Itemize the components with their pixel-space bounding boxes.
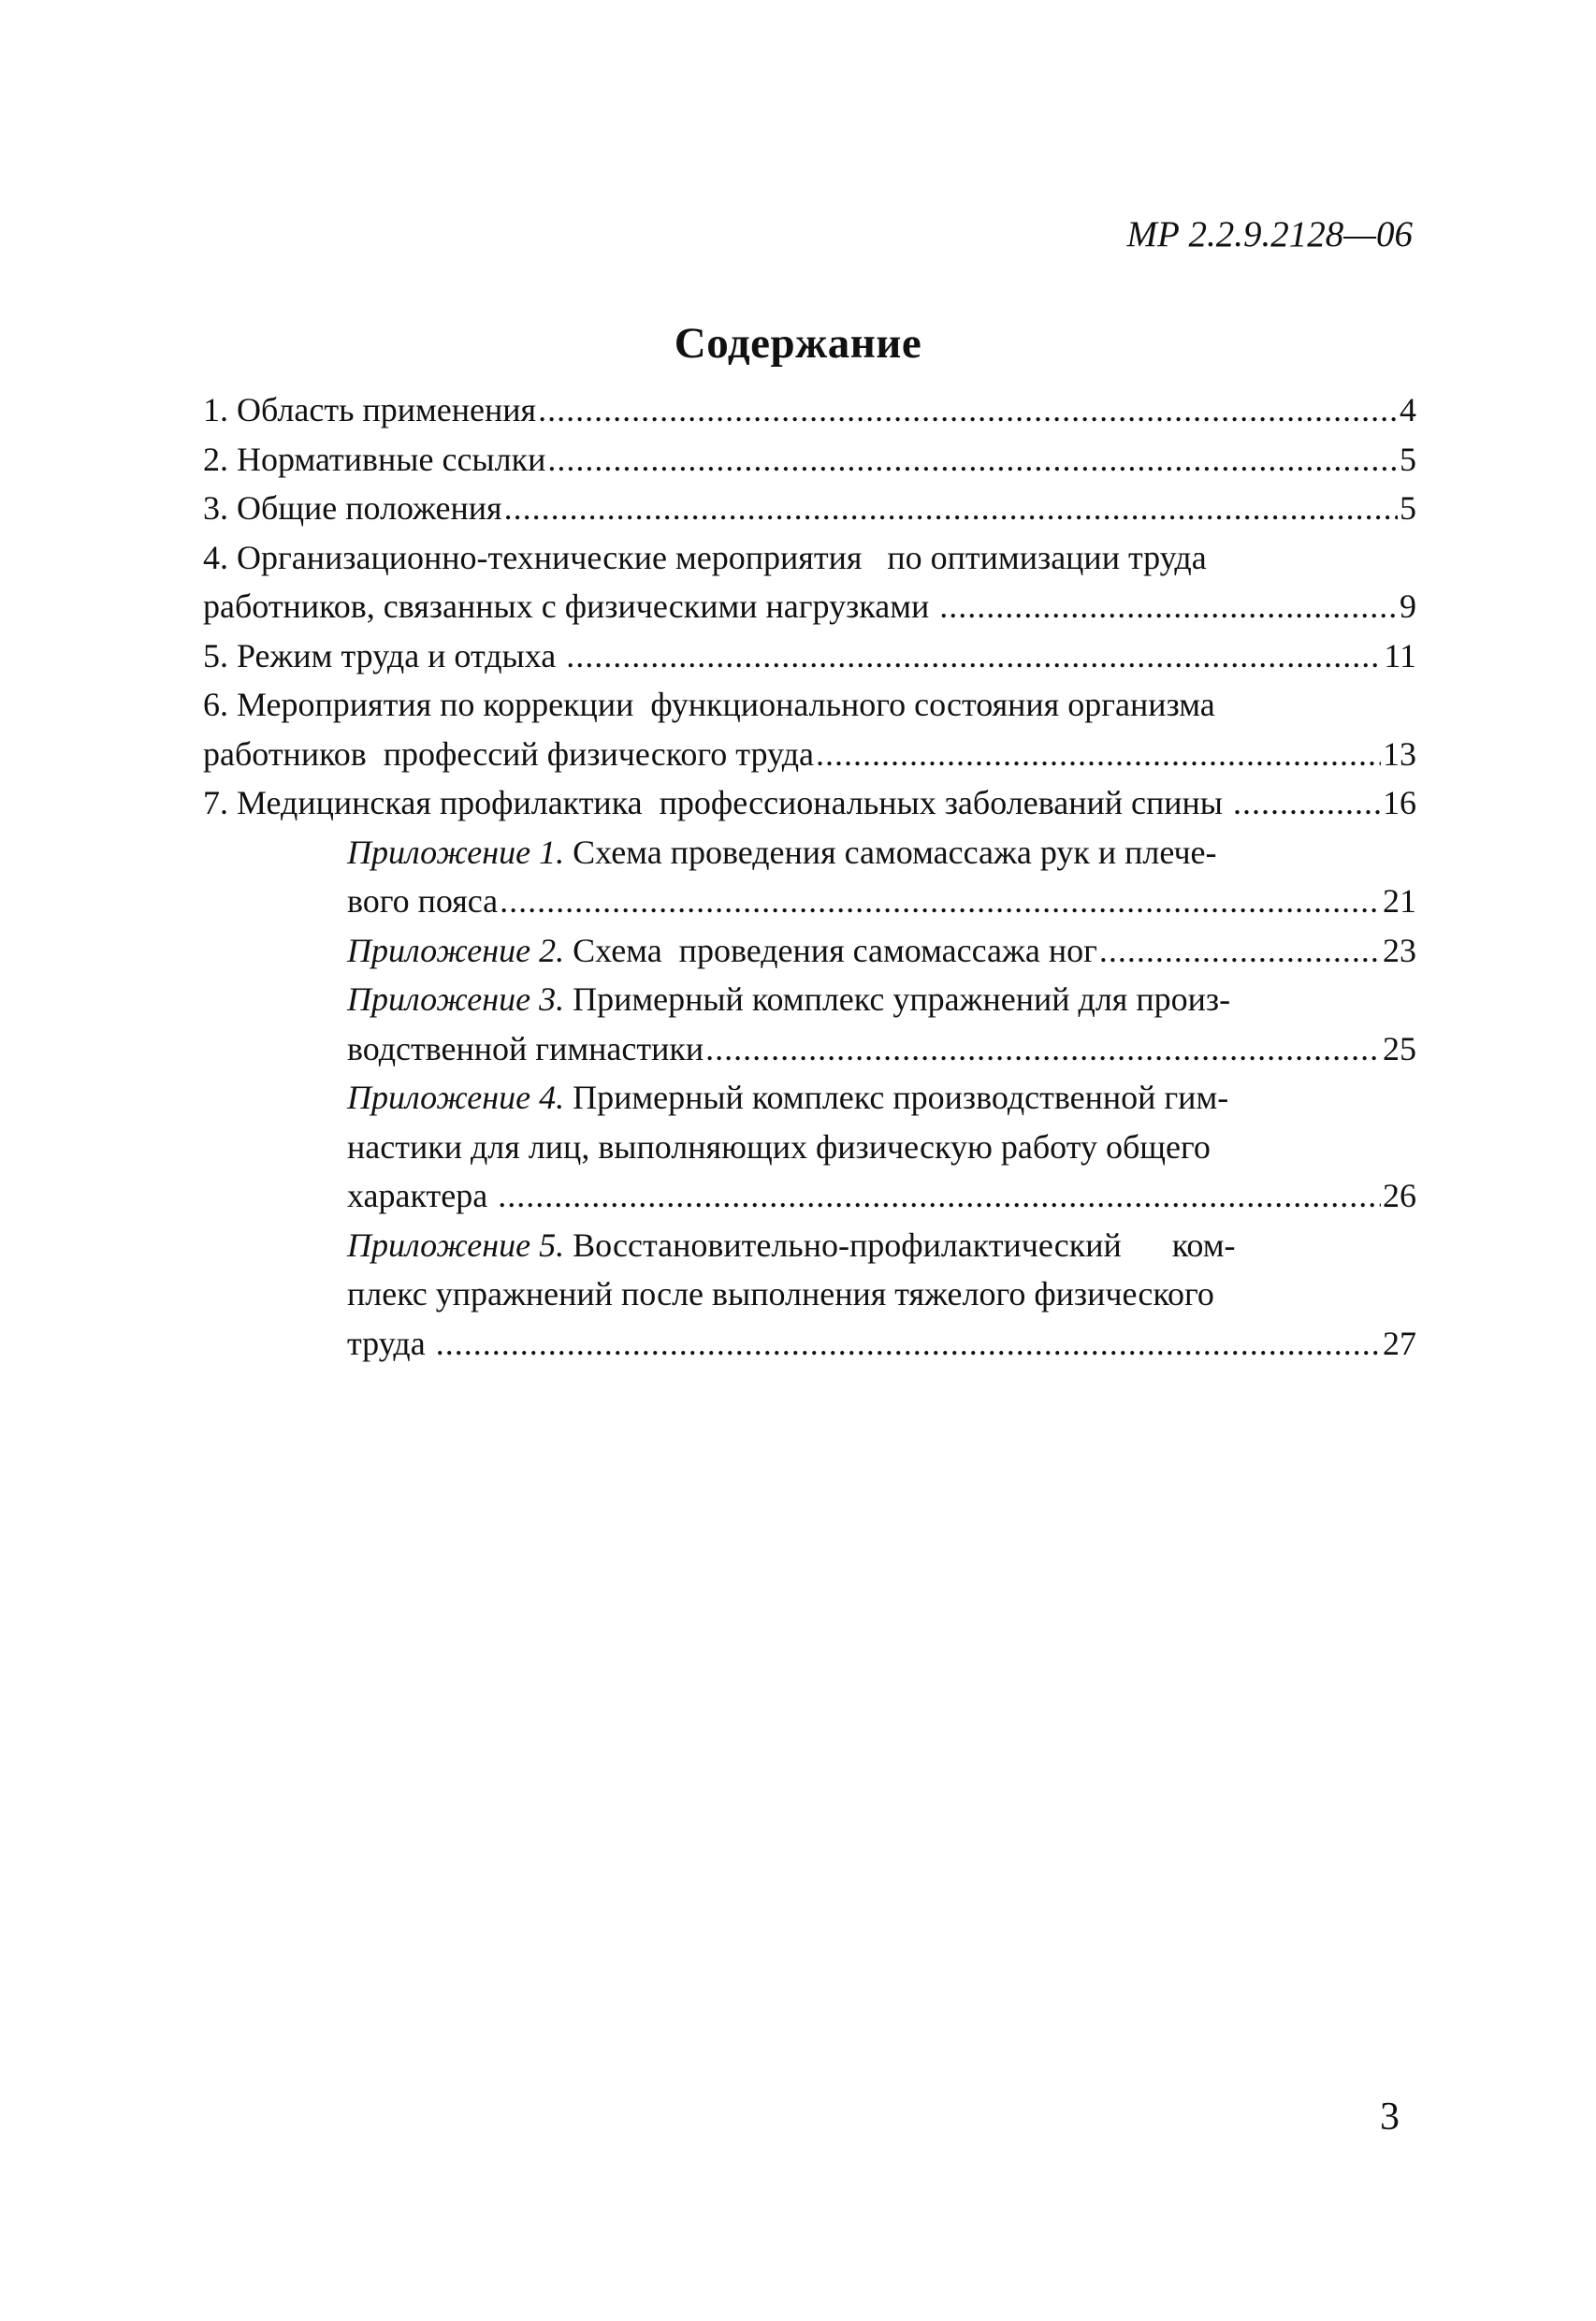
toc-entry-title: работников профессий физического труда: [203, 734, 814, 773]
toc-entry[interactable]: [203, 778, 1416, 828]
appendix-title: Примерный комплекс производственной гим-: [564, 1079, 1229, 1116]
toc-entry-title: вого пояса: [347, 882, 499, 920]
toc-entry-title: водственной гимнастики: [347, 1029, 704, 1067]
toc-entry-title: 1. Область применения: [203, 391, 537, 428]
toc-leader-dots: [504, 484, 1398, 533]
toc-line: [347, 877, 1416, 926]
toc-page-number: 11: [1384, 636, 1416, 675]
toc-page-number: 13: [1383, 734, 1416, 773]
toc-appendix-entry[interactable]: [203, 1073, 1416, 1221]
toc-leader-dots: [939, 582, 1398, 631]
toc-entry[interactable]: [203, 385, 1416, 435]
appendix-label: Приложение 5.: [347, 1226, 565, 1264]
appendix-label: Приложение 1.: [347, 833, 565, 871]
appendix-title: Восстановительно-профилактический ком-: [564, 1226, 1236, 1264]
toc-line: [203, 582, 1416, 631]
appendix-label: Приложение 3.: [347, 980, 565, 1018]
toc-appendix-first-line: [347, 1073, 1416, 1123]
toc-line: [203, 385, 1416, 435]
toc-line: [347, 1024, 1416, 1074]
toc-line: [203, 484, 1416, 533]
toc-entry-title: 3. Общие положения: [203, 489, 502, 527]
toc-entry[interactable]: [203, 631, 1416, 681]
toc-leader-dots: [547, 435, 1398, 485]
toc-entry-title: работников, связанных с физическими нагрузками: [203, 588, 938, 625]
toc-page-number: 16: [1383, 784, 1416, 821]
toc-line: [203, 631, 1416, 681]
toc-line: [203, 778, 1416, 828]
toc-entry[interactable]: [203, 435, 1416, 485]
toc-leader-dots: [1099, 926, 1381, 976]
toc-appendix-entry[interactable]: [203, 975, 1416, 1073]
toc-page-number: 21: [1383, 882, 1416, 920]
toc-entry-title: характера: [347, 1177, 497, 1214]
toc-leader-dots: [436, 1319, 1381, 1369]
toc-line: [203, 730, 1416, 779]
appendix-label: Приложение 2.: [347, 931, 565, 969]
toc-page-number: 27: [1383, 1324, 1416, 1362]
toc-page-number: 9: [1400, 588, 1416, 625]
toc-line: [347, 1319, 1416, 1369]
toc-page-number: 5: [1400, 440, 1416, 478]
toc-line: [347, 1171, 1416, 1221]
toc-entry-title: 5. Режим труда и отдыха: [203, 636, 565, 675]
toc-entry-title-line: 4. Организационно-технические мероприятия по оптимизации труда: [203, 538, 1207, 576]
toc-line: [347, 926, 1416, 976]
page-number: 3: [1380, 2096, 1400, 2139]
toc-appendix-first-line: [347, 828, 1416, 878]
toc-leader-dots: [538, 385, 1398, 435]
appendix-title: Примерный комплекс упражнений для произ-: [564, 980, 1231, 1018]
toc-leader-dots: [498, 1171, 1381, 1221]
toc-entry-title: 7. Медицинская профилактика профессиональных заболеваний спины: [203, 784, 1231, 821]
appendix-label: Приложение 4.: [347, 1079, 565, 1116]
toc-appendix-entry[interactable]: [203, 828, 1416, 926]
toc-page-number: 23: [1383, 931, 1416, 969]
toc-appendix-entry[interactable]: [203, 926, 1416, 976]
toc-appendix-first-line: [347, 975, 1416, 1024]
document-code: МР 2.2.9.2128—06: [1126, 214, 1413, 254]
toc-page-number: 4: [1400, 391, 1416, 428]
toc-leader-dots: [566, 631, 1382, 681]
toc-entry-title: труда: [347, 1324, 434, 1362]
toc-appendix-title-line: плекс упражнений после выполнения тяжелого физического: [347, 1275, 1214, 1313]
table-of-contents: [203, 385, 1416, 1368]
toc-leader-dots: [500, 877, 1381, 926]
appendix-title: Схема проведения самомассажа ног: [564, 931, 1097, 969]
toc-entry-title-line: 6. Мероприятия по коррекции функционального состояния организма: [203, 686, 1215, 723]
toc-entry[interactable]: [203, 533, 1416, 631]
toc-appendix-entry[interactable]: [203, 1221, 1416, 1369]
page-title: Содержание: [674, 319, 922, 368]
toc-leader-dots: [1233, 778, 1381, 828]
toc-entry[interactable]: [203, 680, 1416, 778]
toc-page-number: 26: [1383, 1177, 1416, 1214]
toc-entry[interactable]: [203, 484, 1416, 533]
toc-leader-dots: [816, 730, 1381, 779]
toc-entry-title: 2. Нормативные ссылки: [203, 440, 546, 478]
toc-page-number: 5: [1400, 489, 1416, 527]
toc-page-number: 25: [1383, 1029, 1416, 1067]
appendix-title: Схема проведения самомассажа рук и плече-: [564, 833, 1217, 871]
toc-appendix-first-line: [347, 926, 1097, 976]
toc-leader-dots: [705, 1024, 1381, 1074]
toc-line: [203, 435, 1416, 485]
toc-appendix-title-line: настики для лиц, выполняющих физическую работу общего: [347, 1127, 1211, 1166]
toc-appendix-first-line: [347, 1221, 1416, 1270]
